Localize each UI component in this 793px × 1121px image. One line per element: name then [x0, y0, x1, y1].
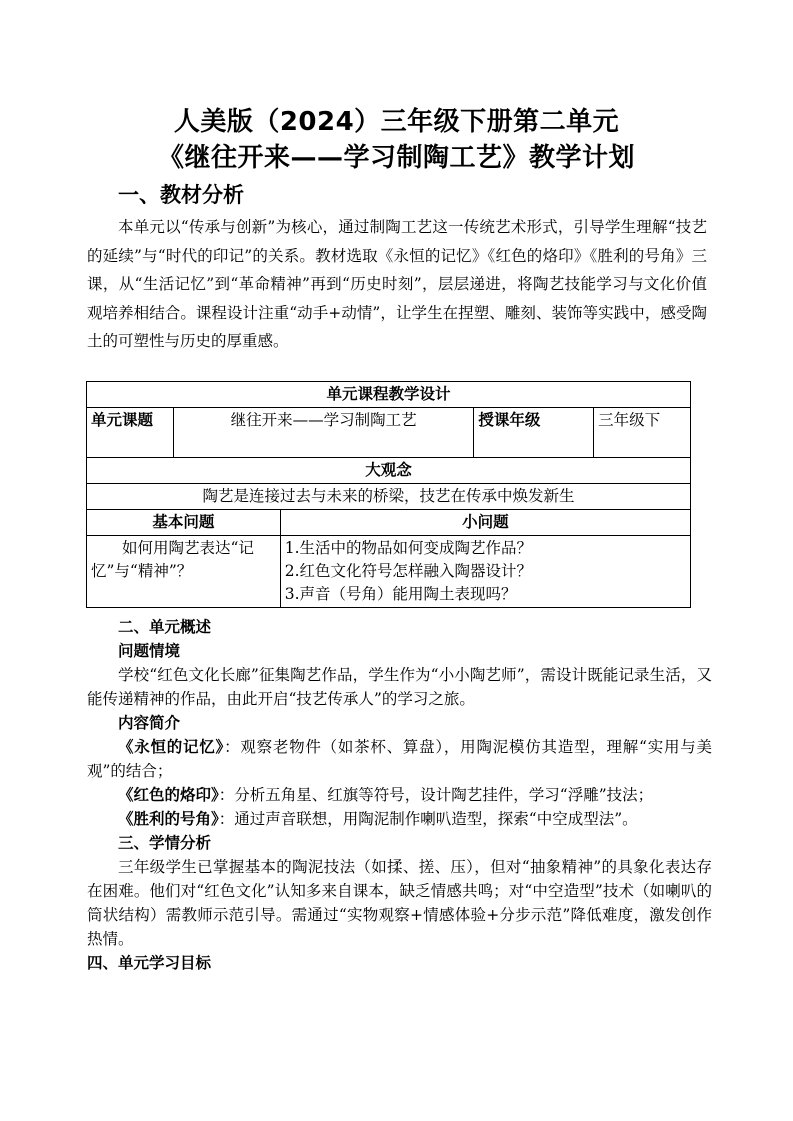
- table-caption: 单元课程教学设计: [87, 382, 691, 408]
- section1-heading: 一、教材分析: [118, 183, 244, 207]
- lesson-name: 《胜利的号角》: [118, 810, 219, 828]
- lesson-item: [87, 807, 712, 831]
- small-question-item: 3.声音（号角）能用陶土表现吗？: [284, 585, 517, 603]
- grade-label: 授课年级: [474, 408, 594, 458]
- problem-context-paragraph: 学校“红色文化长廊”征集陶艺作品，学生作为“小小陶艺师”，需设计既能记录生活，又能传递精神的作品，由此开启“技艺传承人”的学习之旅。: [87, 666, 712, 708]
- unit-topic-value: 继往开来——学习制陶工艺: [173, 408, 473, 458]
- small-question-item: 1.生活中的物品如何变成陶艺作品？: [284, 539, 533, 557]
- basic-question-value: 如何用陶艺表达“记忆”与“精神”？: [87, 536, 281, 608]
- section4-heading: 四、单元学习目标: [87, 954, 212, 972]
- section3-paragraph: 三年级学生已掌握基本的陶泥技法（如揉、搓、压），但对“抽象精神”的具象化表达存在困难。他们对“红色文化”认知多来自课本，缺乏情感共鸣；对“中空造型”技术（如喇叭的筒状结构）需教师示范引导。需通过“实物观察+情感体验+分步示范”降低难度，激发创作热情。: [87, 858, 712, 948]
- lesson-item: [87, 783, 712, 807]
- lesson-description: ：观察老物件（如茶杯、算盘），用陶泥模仿其造型，理解“实用与美观”的结合；: [87, 738, 712, 780]
- lesson-description: ：通过声音联想，用陶泥制作喇叭造型，探索“中空成型法”。: [218, 810, 638, 828]
- section2: [87, 615, 712, 975]
- lesson-name: 《永恒的记忆》: [118, 738, 225, 756]
- lesson-description: ：分析五角星、红旗等符号，设计陶艺挂件，学习“浮雕”技法；: [218, 786, 654, 804]
- big-idea-label: 大观念: [87, 458, 691, 484]
- big-idea-value: 陶艺是连接过去与未来的桥梁，技艺在传承中焕发新生: [87, 484, 691, 510]
- grade-value: 三年级下: [594, 408, 691, 458]
- document-title-line1: 人美版（2024）三年级下册第二单元: [173, 107, 620, 137]
- basic-question-label: 基本问题: [87, 510, 281, 536]
- problem-context-heading: 问题情境: [118, 642, 181, 660]
- section1-paragraph: 本单元以“传承与创新”为核心，通过制陶工艺这一传统艺术形式，引导学生理解“技艺的延续”与“时代的印记”的关系。教材选取《永恒的记忆》《红色的烙印》《胜利的号角》三课，从“生活记忆”到“革命精神”再到“历史时刻”，层层递进，将陶艺技能学习与文化价值观培养相结合。课程设计注重“动手+动情”，让学生在捏塑、雕刻、装饰等实践中，感受陶土的可塑性与历史的厚重感。: [87, 218, 707, 350]
- small-question-list: [280, 536, 690, 608]
- lesson-item: [87, 735, 712, 783]
- content-intro-heading: 内容简介: [118, 714, 181, 732]
- section3-heading: 三、学情分析: [118, 834, 212, 852]
- small-question-label: 小问题: [280, 510, 690, 536]
- document-title-line2: 《继往开来——学习制陶工艺》教学计划: [157, 143, 635, 173]
- section2-heading: 二、单元概述: [118, 618, 212, 636]
- unit-topic-label: 单元课题: [87, 408, 174, 458]
- lesson-name: 《红色的烙印》: [118, 786, 219, 804]
- unit-design-table: [86, 381, 691, 608]
- small-question-item: 2.红色文化符号怎样融入陶器设计？: [284, 562, 533, 580]
